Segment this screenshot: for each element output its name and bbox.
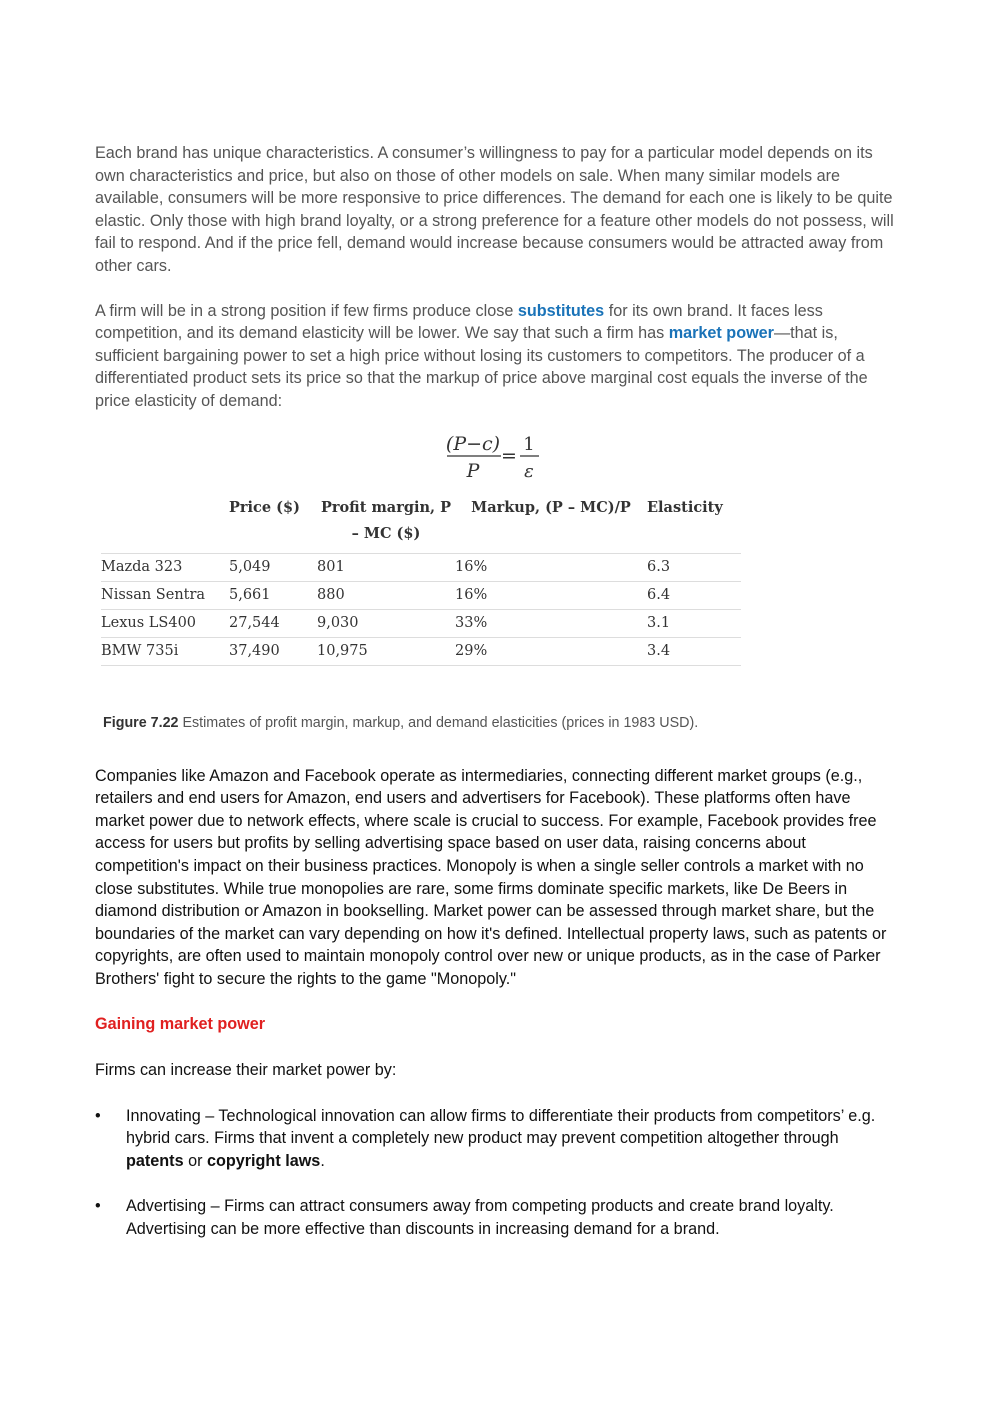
bullet-list (95, 1105, 900, 1241)
table-cell: 33% (455, 609, 647, 637)
list-item (95, 1195, 900, 1240)
list-item (95, 1105, 900, 1173)
table-cell: 37,490 (229, 637, 317, 665)
intro-sentence: Firms can increase their market power by: (95, 1061, 397, 1080)
market-power-link[interactable]: market power (668, 324, 774, 343)
paragraph-market-power (95, 300, 900, 413)
table-row (101, 581, 741, 609)
table-cell: Mazda 323 (101, 553, 229, 581)
table-cell: 16% (455, 581, 647, 609)
bullet-icon: • (95, 1106, 101, 1125)
markup-formula (95, 431, 900, 491)
list-item-text: Advertising – Firms can attract consumers away from competing products and create brand loyalty. Advertising can be more effective than discounts in increasing demand for a brand. (126, 1197, 834, 1239)
copyright-laws-bold: copyright laws (206, 1151, 321, 1170)
list-item-text: Innovating – Technological innovation can allow firms to differentiate their products from competitors’ e.g. hybrid cars. Firms that invent a completely new product may prevent competition altogether through (126, 1106, 876, 1148)
formula-rhs-denominator: ε (523, 460, 534, 482)
table-row (101, 553, 741, 581)
figure-label: Figure 7.22 (103, 714, 179, 731)
table-cell: Lexus LS400 (101, 609, 229, 637)
paragraph-market-power-part1: A firm will be in a strong position if few firms produce close (95, 301, 518, 320)
table-cell: BMW 735i (101, 637, 229, 665)
paragraph-platforms-monopoly: Companies like Amazon and Facebook operate as intermediaries, connecting different market groups (e.g., retailers and end users for Amazon, end users and advertisers for Facebook). These platforms often have market power due to network effects, where scale is crucial to success. For example, Facebook provides free access for users but profits by selling advertising space based on user data, raising concerns about competition's impact on their business practices. Monopoly is when a single seller controls a market with no close substitutes. While true monopolies are rare, some firms dominate specific markets, like De Beers in diamond distribution or Amazon in bookselling. Market power can be assessed through market share, but the boundaries of the market can vary depending on how it's defined. Intellectual property laws, such as patents or copyrights, are often used to maintain monopoly control over new or unique products, as in the case of Parker Brothers' fight to secure the rights to the game "Monopoly." (95, 766, 887, 988)
formula-numerator: (P−c) (445, 432, 500, 455)
document-page (95, 142, 900, 1264)
paragraph-brand-characteristics: Each brand has unique characteristics. A consumer’s willingness to pay for a particular model depends on its own characteristics and price, but also on those of other models on sale. When many similar models are available, consumers will be more responsive to price differences. The demand for each one is likely to be quite elastic. Only those with high brand loyalty, or a strong preference for a feature other models do not possess, will fail to respond. And if the price fell, demand would increase because consumers would be attracted away from other cars. (95, 144, 894, 275)
table-cell: 801 (317, 553, 455, 581)
table-cell: 6.4 (647, 581, 741, 609)
substitutes-link[interactable]: substitutes (517, 301, 605, 320)
table-header-profit-margin: Profit margin, P – MC ($) (320, 498, 452, 542)
paragraph-market-power-part3: —that is, sufficient bargaining power to set a high price without losing its customers to competitors. The producer of a differentiated product sets its price so that the markup of price above marginal cost equals the inverse of the price elasticity of demand: (95, 324, 868, 410)
formula-equals: = (500, 444, 517, 467)
table-cell: Nissan Sentra (101, 581, 229, 609)
table-header-markup: Markup, (P – MC)/P (471, 498, 631, 516)
table-row (101, 637, 741, 665)
table-cell: 3.1 (647, 609, 741, 637)
table-cell: 16% (455, 553, 647, 581)
table-cell: 880 (317, 581, 455, 609)
figure-caption (103, 712, 900, 735)
bullet-icon: • (95, 1197, 101, 1216)
paragraph-market-power-part2: for its own brand. It faces less competition, and its demand elasticity will be lower. We say that such a firm has (95, 301, 823, 343)
table-row (101, 609, 741, 637)
table-cell: 9,030 (317, 609, 455, 637)
table-cell: 5,049 (229, 553, 317, 581)
table-cell: 5,661 (229, 581, 317, 609)
elasticity-table (101, 491, 741, 666)
formula-denominator: P (466, 459, 479, 482)
figure-caption-text: Estimates of profit margin, markup, and demand elasticities (prices in 1983 USD). (178, 714, 699, 731)
list-item-text: or (183, 1151, 207, 1170)
table-cell: 10,975 (317, 637, 455, 665)
patents-bold: patents (126, 1151, 184, 1170)
table-header-row (101, 491, 741, 554)
table-cell: 6.3 (647, 553, 741, 581)
table-cell: 29% (455, 637, 647, 665)
table-cell: 27,544 (229, 609, 317, 637)
table-header-elasticity: Elasticity (647, 498, 723, 516)
formula-rhs-numerator: 1 (522, 433, 535, 455)
table-cell: 3.4 (647, 637, 741, 665)
section-heading: Gaining market power (95, 1015, 266, 1034)
table-header-price: Price ($) (229, 498, 300, 516)
table-header-cell (101, 491, 229, 554)
list-item-text: . (320, 1151, 325, 1170)
